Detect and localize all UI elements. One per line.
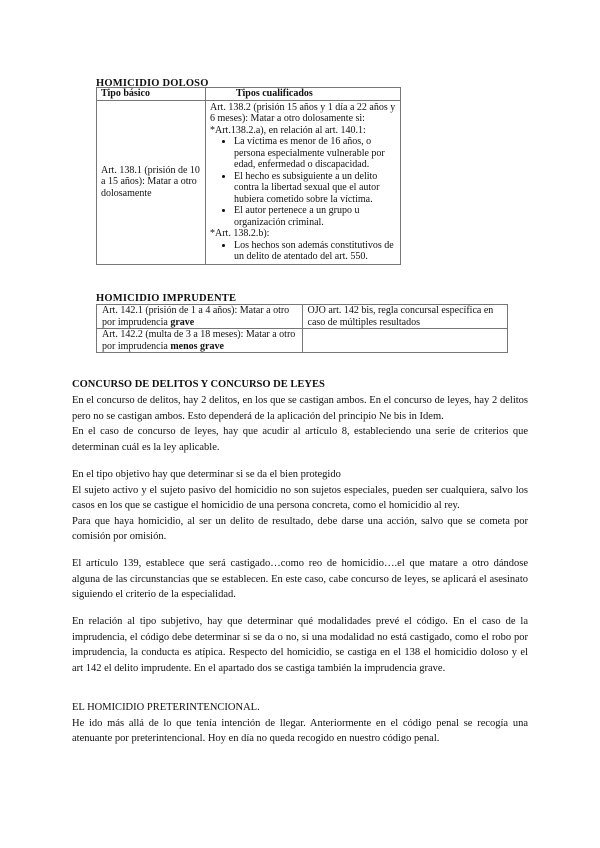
concurso-heading: CONCURSO DE DELITOS Y CONCURSO DE LEYES — [72, 379, 325, 390]
qualified-b-list — [210, 240, 396, 263]
paragraph: El artículo 139, establece que será castigado…como reo de homicidio….el que matare a otro dándose alguna de las circunstancias que se establecen. En este caso, cabe concurso de leyes, se aplicará el asesinato siguiendo el criterio de la especialidad. — [72, 558, 528, 600]
qualified-types-cell — [206, 100, 401, 264]
col-qualified-header: Tipos cualificados — [206, 88, 401, 101]
imprudente-empty-cell — [302, 329, 508, 353]
paragraph: En el concurso de delitos, hay 2 delitos, en los que se castigan ambos. En el concurso de leyes, hay 2 delitos pero no se castigan ambos. Esto dependerá de la aplicación del principio Ne bis in Idem. — [72, 395, 528, 422]
paragraph: En relación al tipo subjetivo, hay que determinar qué modalidades prevé el código. En el caso de la imprudencia, el código debe determinar si se da o no, si una modalidad no está castigado, como el robo por imprudencia, la conducta es atípica. Respecto del homicidio, se castiga en el 138 el homicidio doloso y el art 142 el delito imprudente. En el apartado dos se castiga también la imprudencia grave. — [72, 616, 528, 674]
list-item: • Los hechos son además constitutivos de un delito de atentado del art. 550. — [234, 240, 396, 263]
paragraph: He ido más allá de lo que tenía intención de llegar. Anteriormente en el código penal se recogía una atenuante por preterintencional. Hoy en día no queda recogido en nuestro código penal. — [72, 717, 528, 744]
doloso-table — [96, 87, 401, 265]
list-item: • El hecho es subsiguiente a un delito contra la libertad sexual que el autor hubiera cometido sobre la víctima. — [234, 171, 396, 206]
paragraph: En el caso de concurso de leyes, hay que acudir al artículo 8, estableciendo una serie de criterios que determinan cuál es la ley aplicable. — [72, 426, 528, 453]
paragraph: Para que haya homicidio, al ser un delito de resultado, debe darse una acción, salvo que se cometa por comisión por omisión. — [72, 515, 528, 542]
qualified-intro: Art. 138.2 (prisión 15 años y 1 día a 22 años y 6 meses): Matar a otro dolosamente si: — [210, 101, 396, 124]
list-item: • El autor pertenece a un grupo u organización criminal. — [234, 205, 396, 228]
basic-type-cell: Art. 138.1 (prisión de 10 a 15 años): Matar a otro dolosamente — [97, 100, 206, 264]
concurso-block-4 — [72, 614, 528, 676]
imprudente-table — [96, 304, 508, 353]
concurso-block-1 — [72, 393, 528, 455]
paragraph: En el tipo objetivo hay que determinar si se da el bien protegido — [72, 469, 341, 480]
imprudente-row2-cell: Art. 142.2 (multa de 3 a 18 meses): Matar a otro por imprudencia menos grave — [97, 329, 303, 353]
imprudente-note-cell: OJO art. 142 bis, regla concursal específica en caso de múltiples resultados — [302, 305, 508, 329]
preter-heading: EL HOMICIDIO PRETERINTENCIONAL. — [72, 702, 260, 713]
list-item: • La víctima es menor de 16 años, o persona especialmente vulnerable por edad, enfermedad o discapacidad. — [234, 136, 396, 171]
concurso-block-2 — [72, 467, 528, 545]
qualified-a-label: *Art.138.2.a), en relación al art. 140.1: — [210, 124, 366, 136]
doloso-title: HOMICIDIO DOLOSO — [96, 78, 209, 89]
concurso-block-3 — [72, 556, 528, 603]
paragraph: El sujeto activo y el sujeto pasivo del homicidio no son sujetos especiales, pueden ser cualquiera, salvo los casos en los que se castigue el homicidio de una persona concreta, como el homicidio al rey. — [72, 484, 528, 511]
qualified-a-list — [210, 136, 396, 228]
imprudente-row1-cell: Art. 142.1 (prisión de 1 a 4 años): Matar a otro por imprudencia grave — [97, 305, 303, 329]
preter-block — [72, 700, 528, 747]
col-basic-header: Tipo básico — [97, 88, 206, 101]
qualified-b-label: *Art. 138.2.b): — [210, 228, 270, 239]
imprudente-title: HOMICIDIO IMPRUDENTE — [96, 293, 237, 304]
